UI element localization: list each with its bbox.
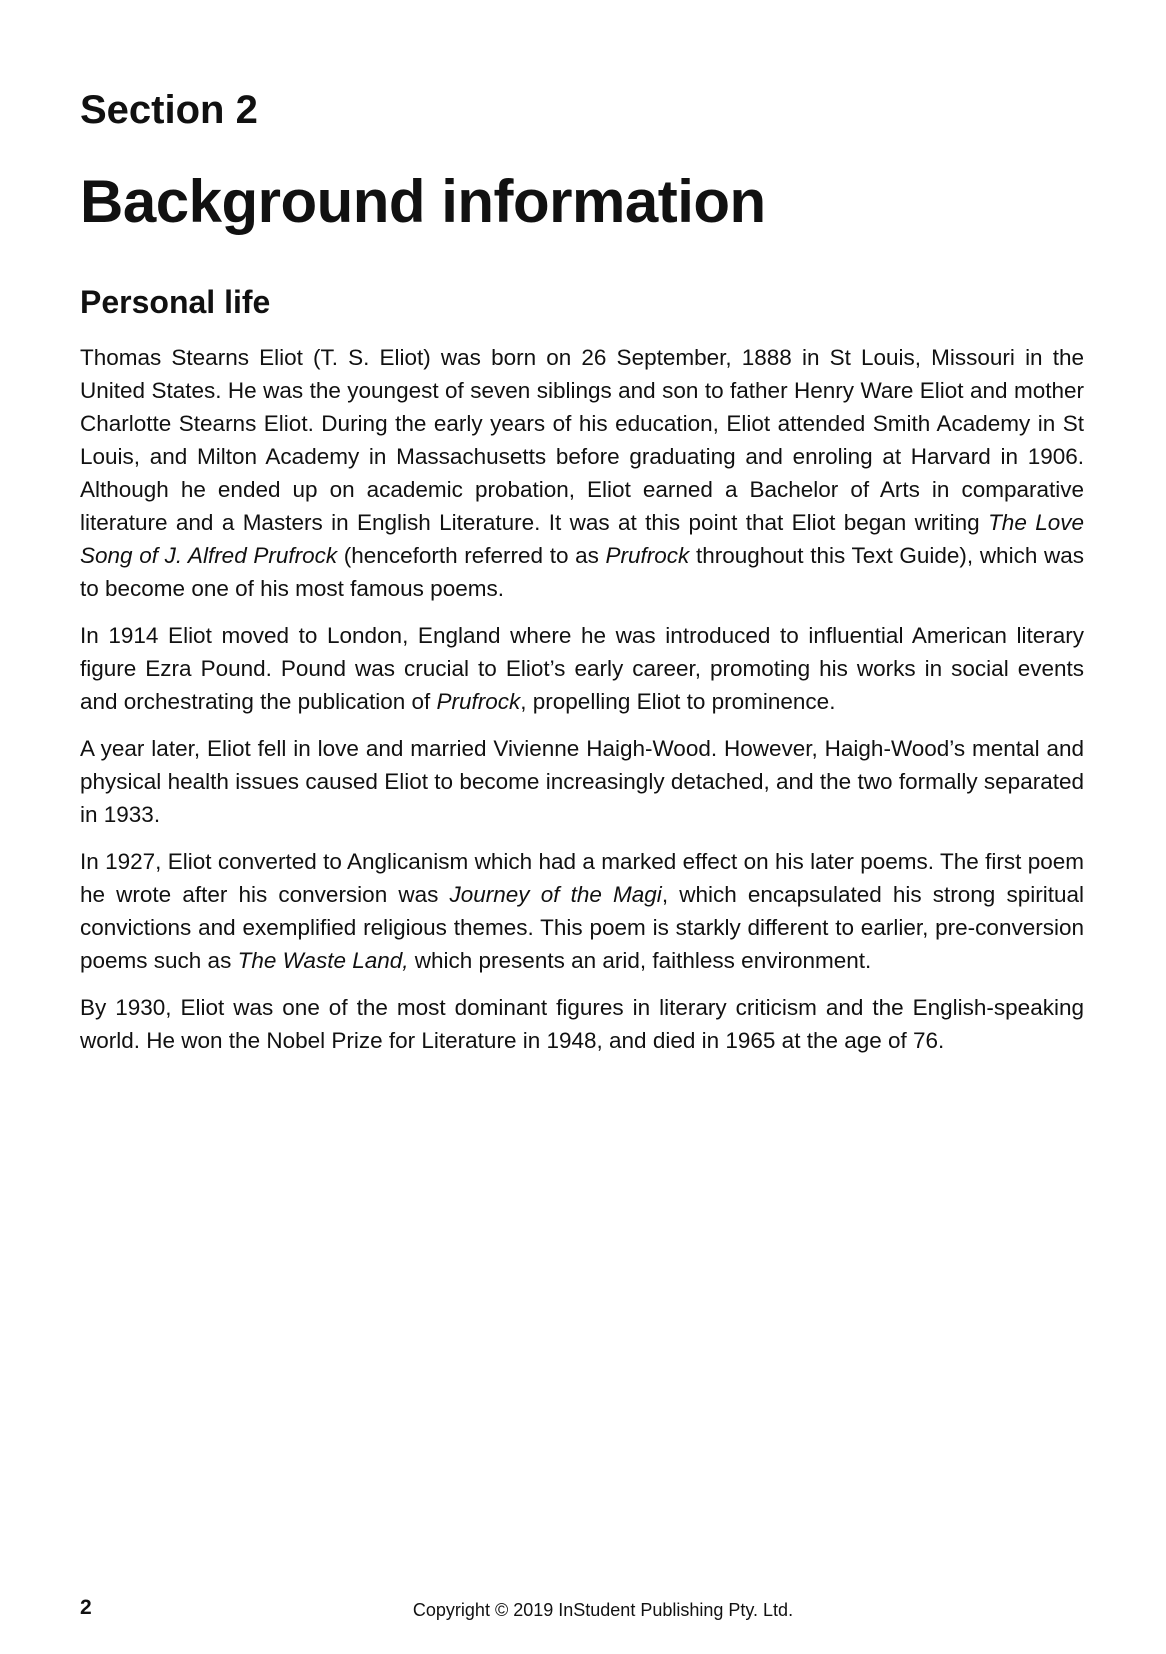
text-run: , which encapsulated his strong spiritual convictions and exemplified religious themes. This poem is starkly different to earlier, pre-conversion poems such as [80,882,1084,973]
paragraph-later-life: By 1930, Eliot was one of the most dominant figures in literary criticism and the English-speaking world. He won the Nobel Prize for Literature in 1948, and died in 1965 at the age of 76. [80,995,1084,1053]
paragraph-london [80,619,1084,718]
text-run: which presents an arid, faithless environment. [408,948,872,973]
page-number: 2 [80,1596,92,1619]
copyright-notice: Copyright © 2019 InStudent Publishing Pty. Ltd. [412,1600,794,1620]
text-run: throughout this Text Guide), which was to become one of his most famous poems. [80,543,1085,601]
subheading-personal-life: Personal life [80,284,271,320]
italic-title-journey-of-the-magi: Journey of the Magi [449,882,662,907]
text-run: In 1927, Eliot converted to Anglicanism which had a marked effect on his later poems. The first poem he wrote after his conversion was [80,849,1084,907]
text-run: (henceforth referred to as [337,543,606,568]
text-run: , propelling Eliot to prominence. [520,689,836,714]
text-run: Thomas Stearns Eliot (T. S. Eliot) was born on 26 September, 1888 in St Louis, Missouri in the United States. He was the youngest of seven siblings and son to father Henry Ware Eliot and mother Charlotte Stearns Eliot. During the early years of his education, Eliot attended Smith Academy in St Louis, and Milton Academy in Massachusetts before graduating and enroling at Harvard in 1906. Although he ended up on academic probation, Eliot earned a Bachelor of Arts in comparative literature and a Masters in English Literature. It was at this point that Eliot began writing [80,345,1084,535]
italic-title-prufrock-full: The Love Song of J. Alfred Prufrock [80,510,1084,568]
paragraph-anglicanism [80,845,1084,977]
paragraph-marriage: A year later, Eliot fell in love and married Vivienne Haigh-Wood. However, Haigh-Wood’s mental and physical health issues caused Eliot to become increasingly detached, and the two formally separated in 1933. [80,736,1084,827]
paragraph-early-life [80,341,1084,605]
italic-title-prufrock: Prufrock [436,689,521,714]
page-title: Background information [80,168,766,235]
text-run: In 1914 Eliot moved to London, England where he was introduced to influential American literary figure Ezra Pound. Pound was crucial to Eliot’s early career, promoting his works in social events and orchestrating the publication of [80,623,1084,714]
body-text [80,341,1084,1071]
italic-title-waste-land: The Waste Land, [237,948,409,973]
italic-title-prufrock: Prufrock [605,543,690,568]
section-label: Section 2 [80,88,258,132]
